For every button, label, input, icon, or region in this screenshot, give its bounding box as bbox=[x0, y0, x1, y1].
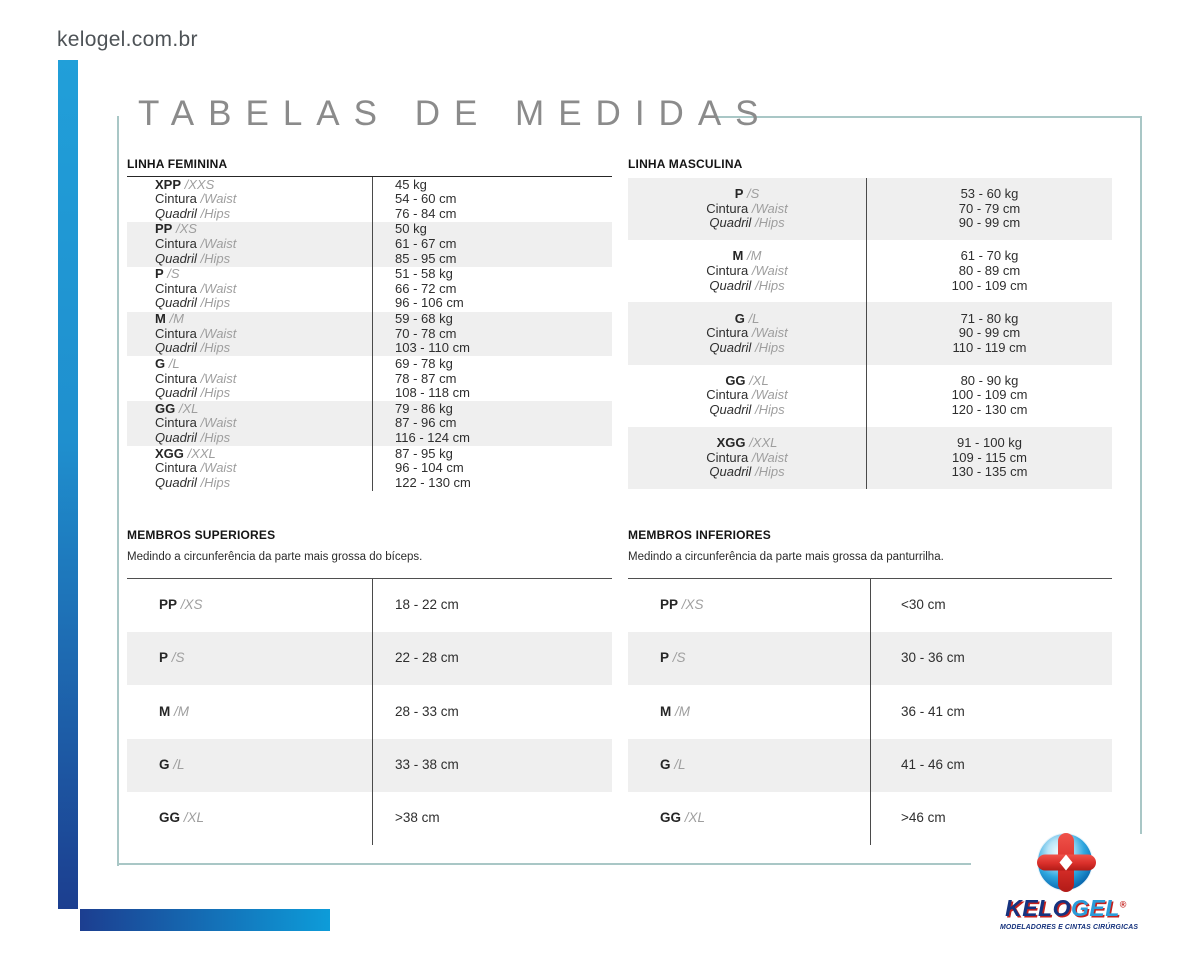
text-span: Cintura bbox=[706, 387, 749, 403]
size-values-cell bbox=[372, 579, 612, 632]
measure-value: 41 - 46 cm bbox=[901, 756, 965, 772]
text-span: Cintura bbox=[155, 325, 197, 341]
table-text-line bbox=[155, 312, 372, 327]
text-span: /Waist bbox=[200, 235, 237, 251]
weight-value: 45 kg bbox=[395, 176, 427, 192]
text-span: /Waist bbox=[200, 280, 237, 296]
text-span: Cintura bbox=[155, 460, 197, 476]
size-code: P bbox=[155, 266, 164, 282]
hips-value: 103 - 110 cm bbox=[395, 340, 470, 356]
text-span: /Hips bbox=[754, 277, 785, 293]
table-text-line bbox=[155, 447, 372, 462]
measure-value: >46 cm bbox=[901, 810, 946, 826]
text-span: /Waist bbox=[751, 325, 788, 341]
size-values-cell bbox=[372, 222, 612, 267]
waist-value: 61 - 67 cm bbox=[395, 235, 457, 251]
table-text-line bbox=[159, 705, 189, 720]
size-labels-cell bbox=[628, 792, 870, 845]
hips-value: 122 - 130 cm bbox=[395, 474, 471, 490]
size-code: G bbox=[159, 756, 170, 772]
size-code: GG bbox=[660, 810, 682, 826]
text-span: Quadril bbox=[709, 277, 752, 293]
table-row bbox=[127, 632, 612, 685]
text-span: Quadril bbox=[155, 385, 197, 401]
table-text-line bbox=[628, 403, 866, 418]
text-span: Cintura bbox=[155, 370, 197, 386]
text-span: /M bbox=[169, 311, 184, 327]
size-values-cell bbox=[866, 427, 1112, 489]
text-span: Quadril bbox=[155, 474, 197, 490]
table-subtitle: Medindo a circunferência da parte mais grossa do bíceps. bbox=[127, 551, 423, 563]
table-text-line bbox=[628, 374, 866, 389]
table-text-line bbox=[628, 451, 866, 466]
table-text-line bbox=[628, 388, 866, 403]
text-span: Cintura bbox=[155, 415, 197, 431]
size-code: XGG bbox=[155, 445, 184, 461]
table-row bbox=[127, 685, 612, 738]
size-code: G bbox=[660, 756, 671, 772]
table-title: MEMBROS INFERIORES bbox=[628, 528, 771, 542]
table-row bbox=[127, 312, 612, 357]
waist-value: 100 - 109 cm bbox=[951, 387, 1028, 403]
size-labels-cell bbox=[628, 240, 866, 302]
table-row bbox=[127, 401, 612, 446]
size-code: M bbox=[732, 248, 744, 264]
size-labels-cell bbox=[127, 685, 372, 738]
table-body bbox=[628, 578, 1112, 845]
size-labels-cell bbox=[628, 365, 866, 427]
table-row bbox=[127, 792, 612, 845]
hips-value: 96 - 106 cm bbox=[395, 295, 464, 311]
table-text-line bbox=[159, 598, 203, 613]
registered-trademark-icon: ® bbox=[1119, 899, 1127, 910]
table-row bbox=[628, 302, 1112, 364]
text-span: /Waist bbox=[751, 387, 788, 403]
table-text-line bbox=[155, 178, 372, 193]
text-span: /S bbox=[167, 266, 180, 282]
weight-value: 50 kg bbox=[395, 221, 427, 237]
table-text-line bbox=[628, 202, 866, 217]
text-span: /XS bbox=[180, 597, 203, 613]
weight-value: 59 - 68 kg bbox=[395, 311, 453, 327]
text-span: /S bbox=[672, 650, 686, 666]
table-text-line bbox=[159, 651, 185, 666]
table-row bbox=[127, 446, 612, 491]
text-span: Quadril bbox=[709, 215, 752, 231]
waist-value: 90 - 99 cm bbox=[958, 325, 1021, 341]
size-values-cell bbox=[866, 365, 1112, 427]
text-span: /Hips bbox=[754, 339, 785, 355]
weight-value: 61 - 70 kg bbox=[960, 248, 1019, 264]
measure-value: 28 - 33 cm bbox=[395, 703, 459, 719]
text-span: /XL bbox=[684, 810, 706, 826]
size-labels-cell bbox=[127, 356, 372, 401]
hips-value: 90 - 99 cm bbox=[958, 215, 1021, 231]
measure-value: >38 cm bbox=[395, 810, 440, 826]
weight-value: 51 - 58 kg bbox=[395, 266, 453, 282]
size-values-cell bbox=[866, 302, 1112, 364]
waist-value: 80 - 89 cm bbox=[958, 262, 1021, 278]
text-span: Quadril bbox=[709, 464, 752, 480]
table-row bbox=[628, 240, 1112, 302]
table-body bbox=[628, 178, 1112, 489]
table-row bbox=[127, 739, 612, 792]
weight-value: 69 - 78 kg bbox=[395, 355, 453, 371]
weight-value: 87 - 95 kg bbox=[395, 445, 453, 461]
size-code: P bbox=[660, 650, 670, 666]
table-text-line bbox=[628, 465, 866, 480]
table-text-line bbox=[155, 416, 372, 431]
table-text-line bbox=[628, 187, 866, 202]
size-labels-cell bbox=[127, 739, 372, 792]
text-span: Cintura bbox=[155, 280, 197, 296]
text-span: /Hips bbox=[200, 340, 231, 356]
accent-bar-vertical bbox=[58, 60, 78, 909]
table-row bbox=[127, 579, 612, 632]
table-membros-inferiores bbox=[628, 528, 1112, 845]
table-text-line bbox=[155, 267, 372, 282]
size-values-cell bbox=[372, 177, 612, 222]
table-text-line bbox=[628, 264, 866, 279]
text-span: /Hips bbox=[200, 385, 231, 401]
table-text-line bbox=[628, 312, 866, 327]
table-title: MEMBROS SUPERIORES bbox=[127, 528, 276, 542]
size-code: GG bbox=[725, 372, 746, 388]
table-text-line bbox=[628, 249, 866, 264]
size-values-cell bbox=[866, 240, 1112, 302]
text-span: /Hips bbox=[754, 464, 785, 480]
brand-logo bbox=[1000, 832, 1139, 931]
size-labels-cell bbox=[127, 401, 372, 446]
text-span: /XL bbox=[178, 400, 199, 416]
table-text-line bbox=[660, 651, 686, 666]
waist-value: 66 - 72 cm bbox=[395, 280, 457, 296]
size-labels-cell bbox=[628, 739, 870, 792]
size-values-cell bbox=[372, 446, 612, 491]
size-labels-cell bbox=[628, 632, 870, 685]
size-values-cell bbox=[866, 178, 1112, 240]
table-text-line bbox=[155, 296, 372, 311]
table-text-line bbox=[628, 279, 866, 294]
table-text-line bbox=[628, 436, 866, 451]
size-values-cell bbox=[372, 685, 612, 738]
size-values-cell bbox=[372, 632, 612, 685]
table-title: LINHA MASCULINA bbox=[628, 157, 743, 171]
size-labels-cell bbox=[127, 579, 372, 632]
table-row bbox=[127, 222, 612, 267]
weight-value: 79 - 86 kg bbox=[395, 400, 453, 416]
text-span: /Waist bbox=[200, 370, 237, 386]
text-span: /M bbox=[747, 248, 762, 264]
size-code: M bbox=[159, 703, 171, 719]
text-span: /XS bbox=[175, 221, 197, 237]
table-row bbox=[127, 356, 612, 401]
text-span: Quadril bbox=[155, 340, 197, 356]
size-code: M bbox=[155, 311, 166, 327]
waist-value: 70 - 78 cm bbox=[395, 325, 457, 341]
size-code: P bbox=[734, 186, 744, 202]
size-labels-cell bbox=[127, 792, 372, 845]
size-labels-cell bbox=[628, 178, 866, 240]
weight-value: 71 - 80 kg bbox=[960, 310, 1019, 326]
text-span: /XL bbox=[749, 372, 769, 388]
size-values-cell bbox=[372, 312, 612, 357]
size-values-cell bbox=[372, 356, 612, 401]
table-text-line bbox=[660, 598, 704, 613]
hips-value: 108 - 118 cm bbox=[395, 385, 470, 401]
page-title: TABELAS DE MEDIDAS bbox=[138, 94, 773, 133]
text-span: /Waist bbox=[751, 262, 788, 278]
size-code: G bbox=[734, 310, 745, 326]
table-text-line bbox=[155, 476, 372, 491]
text-span: /Hips bbox=[200, 295, 231, 311]
table-text-line bbox=[155, 431, 372, 446]
size-labels-cell bbox=[628, 302, 866, 364]
weight-value: 80 - 90 kg bbox=[960, 372, 1019, 388]
size-values-cell bbox=[870, 685, 1112, 738]
table-row bbox=[628, 365, 1112, 427]
text-span: /L bbox=[674, 756, 686, 772]
text-span: /Hips bbox=[754, 215, 785, 231]
table-text-line bbox=[660, 758, 686, 773]
waist-value: 70 - 79 cm bbox=[958, 200, 1021, 216]
text-span: /Hips bbox=[200, 250, 231, 266]
size-code: XGG bbox=[716, 434, 746, 450]
text-span: /XXS bbox=[184, 176, 215, 192]
table-text-line bbox=[155, 341, 372, 356]
waist-value: 54 - 60 cm bbox=[395, 191, 457, 207]
size-labels-cell bbox=[127, 177, 372, 222]
table-text-line bbox=[159, 811, 204, 826]
size-values-cell bbox=[870, 739, 1112, 792]
size-code: GG bbox=[155, 400, 176, 416]
site-url: kelogel.com.br bbox=[57, 28, 198, 51]
hips-value: 120 - 130 cm bbox=[951, 401, 1028, 417]
brand-tagline: MODELADORES E CINTAS CIRÚRGICAS bbox=[1000, 924, 1139, 931]
table-text-line bbox=[155, 237, 372, 252]
text-span: Quadril bbox=[709, 401, 752, 417]
brand-name bbox=[1000, 895, 1132, 922]
text-span: /L bbox=[173, 756, 185, 772]
table-text-line bbox=[155, 372, 372, 387]
text-span: Cintura bbox=[706, 449, 749, 465]
size-code: PP bbox=[155, 221, 173, 237]
text-span: Cintura bbox=[706, 262, 749, 278]
measure-value: 36 - 41 cm bbox=[901, 703, 965, 719]
size-values-cell bbox=[372, 792, 612, 845]
text-span: Cintura bbox=[706, 200, 749, 216]
size-labels-cell bbox=[628, 427, 866, 489]
size-values-cell bbox=[870, 579, 1112, 632]
text-span: /L bbox=[168, 355, 180, 371]
table-text-line bbox=[155, 461, 372, 476]
table-row bbox=[628, 579, 1112, 632]
table-text-line bbox=[155, 282, 372, 297]
measure-value: 22 - 28 cm bbox=[395, 650, 459, 666]
size-code: XPP bbox=[155, 176, 182, 192]
measure-value: 33 - 38 cm bbox=[395, 756, 459, 772]
table-text-line bbox=[155, 207, 372, 222]
waist-value: 96 - 104 cm bbox=[395, 460, 464, 476]
table-linha-masculina bbox=[628, 157, 1112, 489]
text-span: /M bbox=[174, 703, 190, 719]
measure-value: <30 cm bbox=[901, 597, 946, 613]
table-text-line bbox=[628, 341, 866, 356]
text-span: Quadril bbox=[155, 430, 197, 446]
table-body bbox=[127, 578, 612, 845]
text-span: /S bbox=[171, 650, 185, 666]
table-body bbox=[127, 177, 612, 491]
text-span: /S bbox=[747, 186, 760, 202]
text-span: Quadril bbox=[155, 295, 197, 311]
table-text-line bbox=[155, 192, 372, 207]
size-labels-cell bbox=[127, 446, 372, 491]
table-text-line bbox=[155, 327, 372, 342]
table-row bbox=[628, 632, 1112, 685]
text-span: Quadril bbox=[155, 250, 197, 266]
size-labels-cell bbox=[127, 312, 372, 357]
size-labels-cell bbox=[127, 632, 372, 685]
hips-value: 130 - 135 cm bbox=[951, 464, 1028, 480]
text-span: /XL bbox=[183, 810, 205, 826]
table-text-line bbox=[159, 758, 185, 773]
text-span: /XS bbox=[681, 597, 704, 613]
accent-bar-horizontal bbox=[80, 909, 330, 931]
text-span: Cintura bbox=[706, 325, 749, 341]
table-row bbox=[628, 178, 1112, 240]
text-span: /L bbox=[748, 310, 760, 326]
size-values-cell bbox=[372, 739, 612, 792]
hips-value: 100 - 109 cm bbox=[951, 277, 1028, 293]
table-row bbox=[628, 427, 1112, 489]
text-span: /Hips bbox=[200, 474, 231, 490]
table-text-line bbox=[155, 252, 372, 267]
text-span: /Hips bbox=[200, 205, 231, 221]
table-linha-feminina bbox=[127, 157, 612, 491]
measure-value: 30 - 36 cm bbox=[901, 650, 965, 666]
size-labels-cell bbox=[628, 685, 870, 738]
size-code: GG bbox=[159, 810, 181, 826]
table-text-line bbox=[660, 811, 705, 826]
size-labels-cell bbox=[127, 267, 372, 312]
text-span: /XXL bbox=[749, 434, 778, 450]
hips-value: 110 - 119 cm bbox=[952, 339, 1027, 355]
hips-value: 85 - 95 cm bbox=[395, 250, 457, 266]
size-code: PP bbox=[660, 597, 679, 613]
table-title: LINHA FEMININA bbox=[127, 157, 612, 177]
brand-name-kelo: KELO bbox=[1005, 895, 1071, 921]
text-span: /Waist bbox=[200, 460, 237, 476]
size-values-cell bbox=[870, 632, 1112, 685]
table-text-line bbox=[628, 326, 866, 341]
table-row bbox=[628, 685, 1112, 738]
waist-value: 109 - 115 cm bbox=[952, 449, 1027, 465]
logo-cross-circle-icon bbox=[1034, 832, 1098, 894]
hips-value: 76 - 84 cm bbox=[395, 205, 457, 221]
size-code: G bbox=[155, 355, 166, 371]
size-labels-cell bbox=[127, 222, 372, 267]
text-span: /Hips bbox=[754, 401, 785, 417]
table-row bbox=[628, 739, 1112, 792]
size-code: PP bbox=[159, 597, 178, 613]
table-row bbox=[127, 177, 612, 222]
hips-value: 116 - 124 cm bbox=[395, 430, 470, 446]
waist-value: 78 - 87 cm bbox=[395, 370, 457, 386]
size-code: P bbox=[159, 650, 169, 666]
frame-line-top bbox=[716, 116, 1142, 118]
size-values-cell bbox=[372, 267, 612, 312]
text-span: Cintura bbox=[155, 235, 197, 251]
table-text-line bbox=[155, 222, 372, 237]
text-span: /Hips bbox=[200, 430, 231, 446]
text-span: /M bbox=[675, 703, 691, 719]
table-text-line bbox=[628, 216, 866, 231]
frame-line-left bbox=[117, 116, 119, 866]
text-span: /Waist bbox=[751, 449, 788, 465]
table-text-line bbox=[155, 357, 372, 372]
text-span: Quadril bbox=[155, 205, 197, 221]
brand-name-gel: GEL bbox=[1070, 895, 1120, 921]
size-code: M bbox=[660, 703, 672, 719]
text-span: /Waist bbox=[751, 200, 788, 216]
text-span: Cintura bbox=[155, 191, 197, 207]
frame-line-bottom bbox=[117, 863, 971, 865]
table-membros-superiores bbox=[127, 528, 612, 845]
frame-line-right bbox=[1140, 116, 1142, 834]
text-span: Quadril bbox=[709, 339, 752, 355]
waist-value: 87 - 96 cm bbox=[395, 415, 457, 431]
table-text-line bbox=[660, 705, 690, 720]
weight-value: 53 - 60 kg bbox=[960, 186, 1019, 202]
table-text-line bbox=[155, 402, 372, 417]
size-values-cell bbox=[372, 401, 612, 446]
measure-value: 18 - 22 cm bbox=[395, 597, 459, 613]
table-row bbox=[127, 267, 612, 312]
table-subtitle: Medindo a circunferência da parte mais grossa da panturrilha. bbox=[628, 551, 944, 563]
weight-value: 91 - 100 kg bbox=[956, 434, 1023, 450]
text-span: /Waist bbox=[200, 325, 237, 341]
text-span: /Waist bbox=[200, 191, 237, 207]
size-labels-cell bbox=[628, 579, 870, 632]
text-span: /XXL bbox=[187, 445, 216, 461]
text-span: /Waist bbox=[200, 415, 237, 431]
table-text-line bbox=[155, 386, 372, 401]
